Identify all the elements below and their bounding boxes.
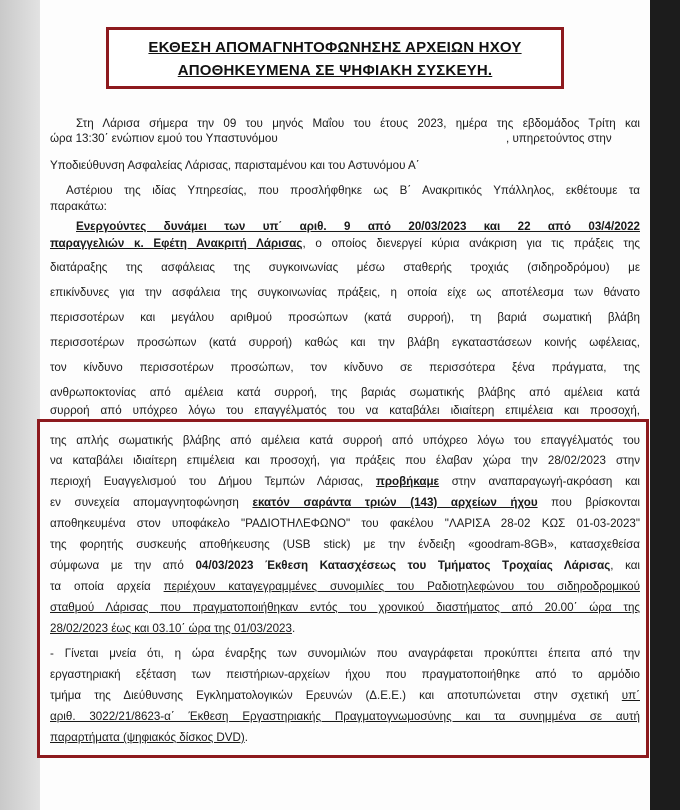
- paragraph-line: περισσοτέρων και μεγάλου αριθμού προσώπων (κατά συρροή), τη βαριά σωματική βλάβη: [50, 311, 640, 324]
- paragraph-line: της απλής σωματικής βλάβης από αμέλεια κατά συρροή από υπόχρεο λόγω του επαγγέλματός του: [50, 434, 640, 447]
- paragraph-line: σταθμού Λάρισας που πραγματοποιήθηκαν εντός του χρονικού διαστήματος από 20.00΄ ώρα της: [50, 601, 640, 614]
- paragraph-line: παραρτήματα (ψηφιακός δίσκος DVD).: [50, 731, 248, 744]
- paragraph-line: της φορητής συσκευής αποθήκευσης (USB stick) με την ένδειξη «goodram-8GB», κατασχεθείσα: [50, 538, 640, 551]
- paragraph-line: Ενεργούντες δυνάμει των υπ΄ αριθ. 9 από 20/03/2023 και 22 από 03/4/2022: [76, 220, 640, 233]
- paragraph-line: περισσοτέρων προσώπων (κατά συρροή) καθώς και την βλάβη εγκαταστάσεων κοινής ωφέλειας,: [50, 336, 640, 349]
- paragraph-line: παραγγελιών κ. Εφέτη Ανακριτή Λάρισας, ο οποίος διενεργεί κύρια ανάκριση για τις πράξεις της: [50, 237, 640, 250]
- paragraph-line: παρακάτω:: [50, 200, 107, 213]
- paragraph-line: τον κίνδυνο περισσοτέρων προσώπων, τον κίνδυνο σε περισσότερα ξένα πράγματα, της: [50, 361, 640, 374]
- paragraph-line: αριθ. 3022/21/8623-α΄ Έκθεση Εργαστηριακής Πραγματογνωμοσύνης και τα συνημμένα σε αυτή: [50, 710, 640, 723]
- document-title-line-2: ΑΠΟΘΗΚΕΥΜΕΝΑ ΣΕ ΨΗΦΙΑΚΗ ΣΥΣΚΕΥΗ.: [177, 62, 493, 79]
- paragraph-line: Υποδιεύθυνση Ασφαλείας Λάρισας, παρισταμένου και του Αστυνόμου Α΄: [50, 159, 420, 172]
- paragraph-line: να καταβάλει ιδιαίτερη επιμέλεια και προσοχή, για πράξεις που έλαβαν χώρα την 28/02/2023 στην: [50, 454, 640, 467]
- paragraph-line: εργαστηριακή εξέταση των πειστήριων-αρχείων ήχου που πραγματοποιήθηκε από το αρμόδιο: [50, 668, 640, 681]
- paragraph-line: εν συνεχεία απομαγνητοφώνηση εκατόν σαράντα τριών (143) αρχείων ήχου που βρίσκονται: [50, 496, 640, 509]
- paragraph-line: επικίνδυνες για την ασφάλεια της συγκοινωνίας πράξεις, η οποία είχε ως αποτέλεσμα των θάνατο: [50, 286, 640, 299]
- screen-background-left: [0, 0, 40, 810]
- title-box: [106, 27, 564, 89]
- paragraph-line: - Γίνεται μνεία ότι, η ώρα έναρξης των συνομιλιών που αναγράφεται προκύπτει έπειτα από την: [50, 647, 640, 660]
- paragraph-line: διατάραξης της ασφάλειας της συγκοινωνίας μέσω σταθερής τροχιάς (σιδηροδρόμου) με: [50, 261, 640, 274]
- dark-border-right: [650, 0, 680, 810]
- paragraph-line: περιοχή Ευαγγελισμού του Δήμου Τεμπών Λάρισας, προβήκαμε στην αναπαραγωγή-ακρόαση και: [50, 475, 641, 488]
- paragraph-line: 28/02/2023 έως και 03.10΄ ώρα της 01/03/2023.: [50, 622, 296, 635]
- paragraph-line: τμήμα της Διεύθυνσης Εγκληματολογικών Ερευνών (Δ.Ε.Ε.) και αποτυπώνεται στην σχετική υπ΄: [50, 689, 640, 702]
- paragraph-line: σύμφωνα με την από 04/03/2023 Έκθεση Κατασχέσεως του Τμήματος Τροχαίας Λάρισας, και: [50, 559, 641, 572]
- paragraph-line: συρροή από υπόχρεο λόγω του επαγγέλματός του να καταβάλει ιδιαίτερη επιμέλεια και προσοχή,: [50, 404, 640, 417]
- paragraph-line: τα οποία αρχεία περιέχουν καταγεγραμμένες συνομιλίες του Ραδιοτηλεφώνου του σιδηροδρομικού: [50, 580, 640, 593]
- paragraph-line: ανθρωποκτονίας από αμέλεια κατά συρροή, της βαριάς σωματικής βλάβης από αμέλεια κατά: [50, 386, 640, 399]
- paragraph-line: Αστέριου της ιδίας Υπηρεσίας, που προσλήφθηκε ως Β΄ Ανακριτικός Υπάλληλος, εκθέτουμε τα: [66, 184, 640, 197]
- document-title-line-1: ΕΚΘΕΣΗ ΑΠΟΜΑΓΝΗΤΟΦΩΝΗΣΗΣ ΑΡΧΕΙΩΝ ΗΧΟΥ: [148, 39, 522, 56]
- paragraph-line: αποθηκευμένα στον υποφάκελο "ΡΑΔΙΟΤΗΛΕΦΩΝΟ" του φακέλου "ΛΑΡΙΣΑ 28-02 ΚΩΣ 01-03-2023": [50, 517, 640, 530]
- paragraph-line: Στη Λάρισα σήμερα την 09 του μηνός Μαΐου του έτους 2023, ημέρα της εβδομάδος Τρίτη και: [76, 117, 640, 130]
- paragraph-line: ώρα 13:30΄ ενώπιον εμού του Υπαστυνόμου , υπηρετούντος στην: [50, 132, 612, 145]
